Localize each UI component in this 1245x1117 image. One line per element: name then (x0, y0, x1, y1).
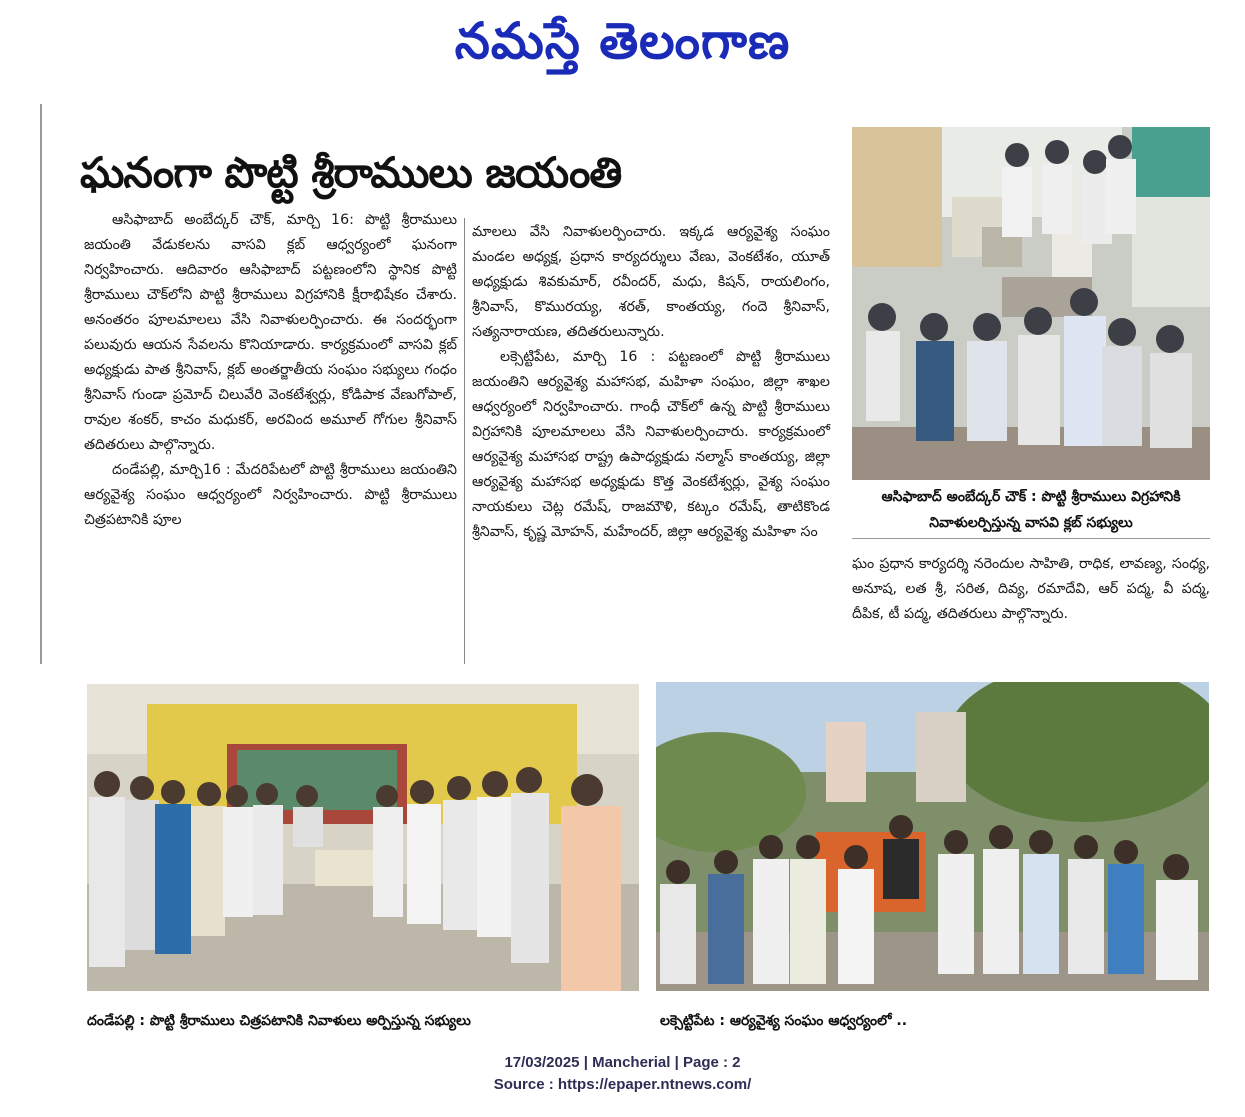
photo-asifabad-statue (852, 127, 1210, 480)
footer-page: Page : 2 (683, 1054, 741, 1071)
photo-dandepalli-group (87, 684, 639, 991)
article-column-3 (852, 552, 1210, 664)
paragraph-asifabad: ఆసిఫాబాద్ అంబేద్కర్ చౌక్, మార్చి 16: పొట్టి శ్రీరాములు జయంతి వేడుకలను వాసవి క్లబ్ ఆధ్వర్యంలో ఘనంగా నిర్వహించారు. ఆదివారం ఆసిఫాబాద్ పట్టణంలోని స్థానిక పొట్టి శ్రీరాములు చౌక్‌లోని పొట్టి శ్రీరాములు విగ్రహానికి క్షీరాభిషేకం చేశారు. అనంతరం పూలమాలలు వేసి నివాళులర్పించారు. ఈ సందర్భంగా పలువురు ఆయన సేవలను కొనియాడారు. కార్యక్రమంలో వాసవి క్లబ్ అధ్యక్షుడు పాత శ్రీనివాస్, క్లబ్ అంతర్జాతీయ సంఘం సభ్యులు గంధం శ్రీనివాస్ గుండా ప్రమోద్ చిలువేరి వెంకటేశ్వర్లు, కోడిపాక వేణుగోపాల్, రావుల శంకర్, కాచం మధుకర్, అరవింద అమూల్ గోగుల శ్రీనివాస్ తదితరులు పాల్గొన్నారు. (84, 212, 457, 453)
left-margin-rule (40, 104, 42, 664)
article-column-1 (84, 208, 457, 666)
photo-asifabad-caption: ఆసిఫాబాద్ అంబేద్కర్ చౌక్ : పొట్టి శ్రీరాములు విగ్రహానికి నివాళులర్పిస్తున్న వాసవి క్లబ్ సభ్యులు (852, 484, 1210, 539)
paragraph-luxettipet: లక్సెట్టిపేట, మార్చి 16 : పట్టణంలో పొట్టి శ్రీరాములు జయంతిని ఆర్యవైశ్య మహాసభ, మహిళా సంఘం, జిల్లా శాఖల ఆధ్వర్యంలో నిర్వహించారు. గాంధీ చౌక్‌లో ఉన్న పొట్టి శ్రీరాములు విగ్రహానికి పూలమాలలు వేసి నివాళులర్పించారు. కార్యక్రమంలో ఆర్యవైశ్య మహాసభ రాష్ట్ర ఉపాధ్యక్షుడు నల్మాస్ కాంతయ్య, జిల్లా ఆర్యవైశ్య మహాసభ అధ్యక్షుడు కొత్త వెంకటేశ్వర్లు, వైశ్య సంఘం నాయకులు చెట్ల రమేష్, రాజమౌళి, కట్కం రమేష్, తాటికొండ శ్రీనివాస్, కృష్ణ మోహన్, మహేందర్, జిల్లా ఆర్యవైశ్య మహిళా సం (472, 349, 830, 540)
paragraph-dandepalli-continued: మాలలు వేసి నివాళులర్పించారు. ఇక్కడ ఆర్యవైశ్య సంఘం మండల అధ్యక్ష, ప్రధాన కార్యదర్శులు వేణు, వెంకటేశం, యూత్ అధ్యక్షుడు శివకుమార్, రవీందర్, మధు, కిషన్, రాయలింగం, శ్రీనివాస్, కొమురయ్య, శరత్, కాంతయ్య, గందె శ్రీనివాస్, సత్యనారాయణ, తదితరులున్నారు. (472, 224, 830, 340)
footer-edition: Mancherial (592, 1054, 671, 1071)
footer-date: 17/03/2025 (504, 1054, 580, 1071)
page-footer (0, 1052, 1245, 1096)
photo-luxettipet-caption: లక్సెట్టిపేట : ఆర్యవైశ్య సంఘం ఆధ్వర్యంలో .. (660, 1013, 908, 1029)
column-divider (464, 218, 465, 664)
photo-dandepalli-caption: దండేపల్లి : పొట్టి శ్రీరాములు చిత్రపటానికి నివాళులు అర్పిస్తున్న సభ్యులు (87, 1013, 471, 1029)
photo-luxettipet-group (656, 682, 1209, 991)
article-column-2 (472, 220, 830, 666)
paragraph-dandepalli: దండేపల్లి, మార్చి16 : మేదరిపేటలో పొట్టి శ్రీరాములు జయంతిని ఆర్యవైశ్య సంఘం ఆధ్వర్యంలో నిర్వహించారు. పొట్టి శ్రీరాములు చిత్రపటానికి పూల (84, 462, 457, 528)
footer-source: Source : https://epaper.ntnews.com/ (493, 1076, 752, 1093)
footer-separator: | (674, 1054, 683, 1071)
footer-separator: | (583, 1054, 593, 1071)
footer-info-line (0, 1052, 1245, 1074)
paragraph-luxettipet-continued: ఘం ప్రధాన కార్యదర్శి నరెందుల సాహితి, రాధిక, లావణ్య, సంధ్య, అనూష, లత శ్రీ, సరిత, దివ్య, రమాదేవి, ఆర్ పద్మ, వీ పద్మ, దీపిక, టీ పద్మ, తదితరులు పాల్గొన్నారు. (852, 556, 1210, 622)
article-headline: ఘనంగా పొట్టి శ్రీరాములు జయంతి (80, 148, 622, 197)
masthead-title: నమస్తే తెలంగాణ (454, 11, 791, 70)
